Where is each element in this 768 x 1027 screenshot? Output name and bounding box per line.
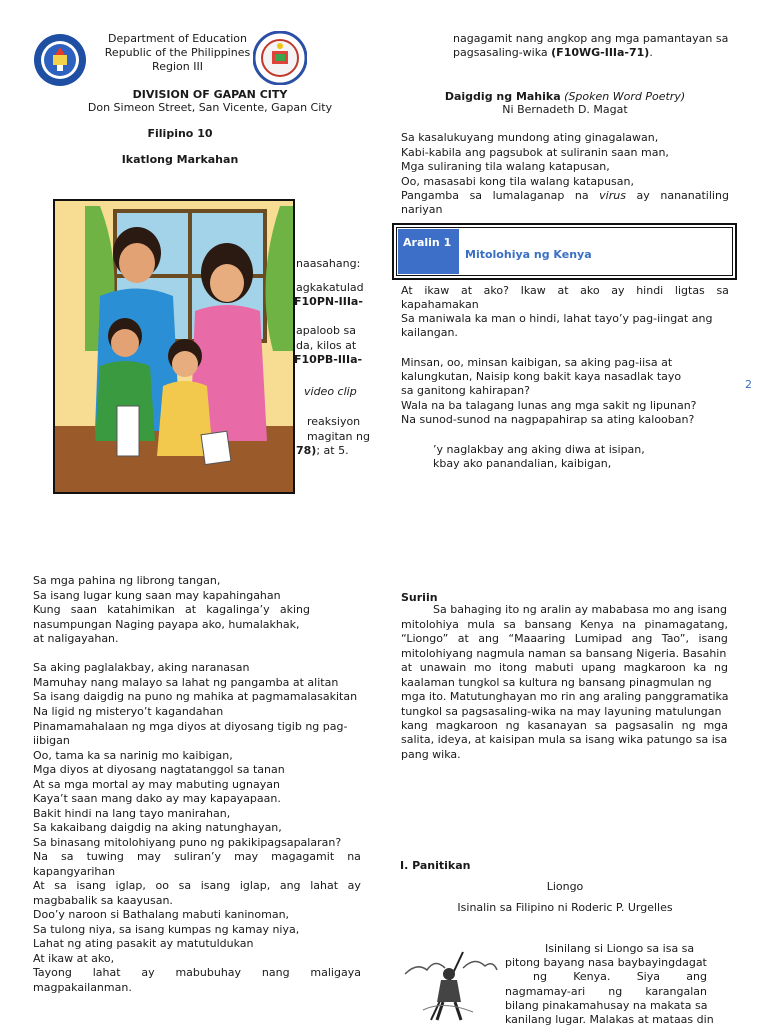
poem-author: Ni Bernadeth D. Magat [502,103,628,116]
stanza2-line: kapahamakan [401,298,479,311]
poem-line: iibigan [33,734,70,747]
fragment-5: da, kilos at [296,339,357,352]
stanza2-line: At ikaw at ako? Ikaw at ako ay hindi ligtas sa [401,284,729,297]
poem-line: Mga diyos at diyosang nagtatanggol sa tanan [33,763,285,776]
story-translator: Isinalin sa Filipino ni Roderic P. Urgelles [457,901,673,914]
story-line: Isinilang si Liongo sa isa sa [545,942,695,955]
story-title: Liongo [546,880,584,893]
suriin-line: kang magkaroon ng kasanayan sa pagsasalin ng mga [401,719,728,732]
poem-line: Kung saan katahimikan at kagalinga’y aking [33,603,310,616]
poem-line: Oo, tama ka sa narinig mo kaibigan, [33,749,233,762]
gapan-division-seal-logo [253,31,307,85]
aralin-label: Aralin 1 [403,236,452,249]
poem-line: magpakailanman. [33,981,132,994]
poem-line: Sa aking paglalakbay, aking naranasan [33,661,250,674]
header-line-2: Republic of the Philippines [104,46,251,59]
poem-line: Doo’y naroon si Bathalang mabuti kaninoman, [33,908,290,921]
poem-line: Na sa tuwing may suliran’y may magagamit na [33,850,361,863]
poem-line: Mamuhay nang malayo sa lahat ng pangamba at alitan [33,676,339,689]
poem-line: Sa tulong niya, sa isang kumpas ng kamay niya, [33,923,300,936]
story-line: ng Kenya. Siya ang [533,970,707,983]
deped-seal-logo [33,33,87,87]
division-title: DIVISION OF GAPAN CITY [132,88,288,101]
fragment-1: naasahang: [296,257,361,270]
suriin-heading: Suriin [401,591,438,604]
competency-line-2: pagsasaling-wika (F10WG-IIIa-71). [453,46,653,59]
fragment-3: F10PN-IIIa- [294,295,363,308]
suriin-line: at unawain mo itong mabuti upang magkaroon ka ng [401,661,728,674]
fragment-2: agkakatulad [296,281,364,294]
competency-line-1: nagagamit nang angkop ang mga pamantayan sa [453,32,729,45]
subject-title: Filipino 10 [147,127,213,140]
story-line: pitong bayang nasa baybayingdagat [505,956,707,969]
aralin-title: Mitolohiya ng Kenya [465,248,592,261]
suriin-line: pang wika. [401,748,461,761]
fragment-10: 78); at 5. [296,444,349,457]
suriin-line: mga ito. Matutunghayan mo rin ang araling panggramatika [401,690,729,703]
stanza1-line: nariyan [401,203,443,216]
stanza2-line: Sa maniwala ka man o hindi, lahat tayo’y pag-iingat ang [401,312,713,325]
poem-line: Bakit hindi na lang tayo manirahan, [33,807,231,820]
header-line-1: Department of Education [108,32,247,45]
fragment-9: magitan ng [307,430,370,443]
poem-line: Sa binasang mitolohiyang puno ng pakikipagsapalaran? [33,836,342,849]
fragment-4: apaloob sa [296,324,356,337]
division-address: Don Simeon Street, San Vicente, Gapan City [87,101,333,114]
suriin-line: mitolohiya mula sa bansang Kenya na pinamagatang, [401,618,728,631]
poem-line: nasumpungan Naging payapa ako, humalakhak, [33,618,300,631]
aralin-box [392,223,737,280]
fragment-8: reaksiyon [307,415,361,428]
suriin-line: Sa bahaging ito ng aralin ay mababasa mo ang isang [433,603,728,616]
page-number: 2 [745,378,752,391]
poem-line: Sa kakaibang daigdig na aking natunghayan, [33,821,282,834]
poem-line: Sa isang daigdig na puno ng mahika at pagmamalasakitan [33,690,358,703]
fragment-7: video clip [304,385,357,398]
poem-line: kapangyarihan [33,865,116,878]
poem-line: At sa mga mortal ay may mabuting ugnayan [33,778,280,791]
suriin-line: salita, ideya, at kaisipan mula sa isang wika patungo sa isa [401,733,728,746]
poem-line: Sa mga pahina ng librong tangan, [33,574,221,587]
suriin-line: kaalaman tungkol sa kultura ng bansang pinagmulan ng [401,676,712,689]
stanza1-line: Kabi-kabila ang pagsubok at suliranin saan man, [401,146,669,159]
stanza3-line: Wala na ba talagang lunas ang mga sakit ng lipunan? [401,399,697,412]
stanza1-line: Oo, masasabi kong tila walang katapusan, [401,175,634,188]
fragment-6: F10PB-IIIa- [294,353,363,366]
suriin-line: tungkol sa pagsasaling-wika na may layuning matulungan [401,705,722,718]
stanza1-line: Sa kasalukuyang mundong ating ginagalawan, [401,131,659,144]
stanza4-line: kbay ako panandalian, kaibigan, [433,457,612,470]
poem-line: Pinamamahalaan ng mga diyos at diyosang tigib ng pag- [33,720,348,733]
suriin-line: mitolohiyang nagmula naman sa bansang Nigeria. Basahin [401,647,727,660]
header-line-3: Region III [152,60,203,73]
stanza3-line: sa ganitong kahirapan? [401,384,530,397]
stanza4-line: ’y naglakbay ang aking diwa at isipan, [433,443,645,456]
poem-line: At sa isang iglap, oo sa isang iglap, ang lahat ay [33,879,361,892]
suriin-line: “Liongo” at ang “Maaaring Lumipad ang Tao”, isang [401,632,728,645]
story-line: bilang pinakamahusay na makata sa [505,999,708,1012]
poem-line: Tayong lahat ay mabubuhay nang maligaya [33,966,361,979]
story-line: kanilang lugar. Malakas at mataas din [505,1013,714,1026]
stanza3-line: kalungkutan, Naisip kong bakit kaya nasadlak tayo [401,370,682,383]
poem-line: Sa isang lugar kung saan may kapahingahan [33,589,281,602]
story-line: nagmamay-ari ng karangalan [505,985,707,998]
poem-line: At ikaw at ako, [33,952,115,965]
panitikan-heading: I. Panitikan [400,859,471,872]
poem-line: Lahat ng ating pasakit ay matutuldukan [33,937,254,950]
warrior-illustration [403,950,499,1022]
family-reading-illustration [53,199,295,494]
poem-line: at naligayahan. [33,632,119,645]
stanza1-line: Pangamba sa lumalaganap na virus ay nananatiling [401,189,729,202]
poem-line: Na ligid ng misteryo’t kagandahan [33,705,224,718]
poem-title: Daigdig ng Mahika (Spoken Word Poetry) [444,90,686,103]
stanza1-line: Mga suliraning tila walang katapusan, [401,160,610,173]
quarter-title: Ikatlong Markahan [121,153,239,166]
aralin-label-box [398,229,459,274]
stanza2-line: kailangan. [401,326,458,339]
stanza3-line: Na sunod-sunod na nagpapahirap sa ating kalooban? [401,413,695,426]
poem-line: Kaya’t saan mang dako ay may kapayapaan. [33,792,281,805]
stanza3-line: Minsan, oo, minsan kaibigan, sa aking pag-iisa at [401,356,673,369]
poem-line: magbabalik sa kaayusan. [33,894,173,907]
